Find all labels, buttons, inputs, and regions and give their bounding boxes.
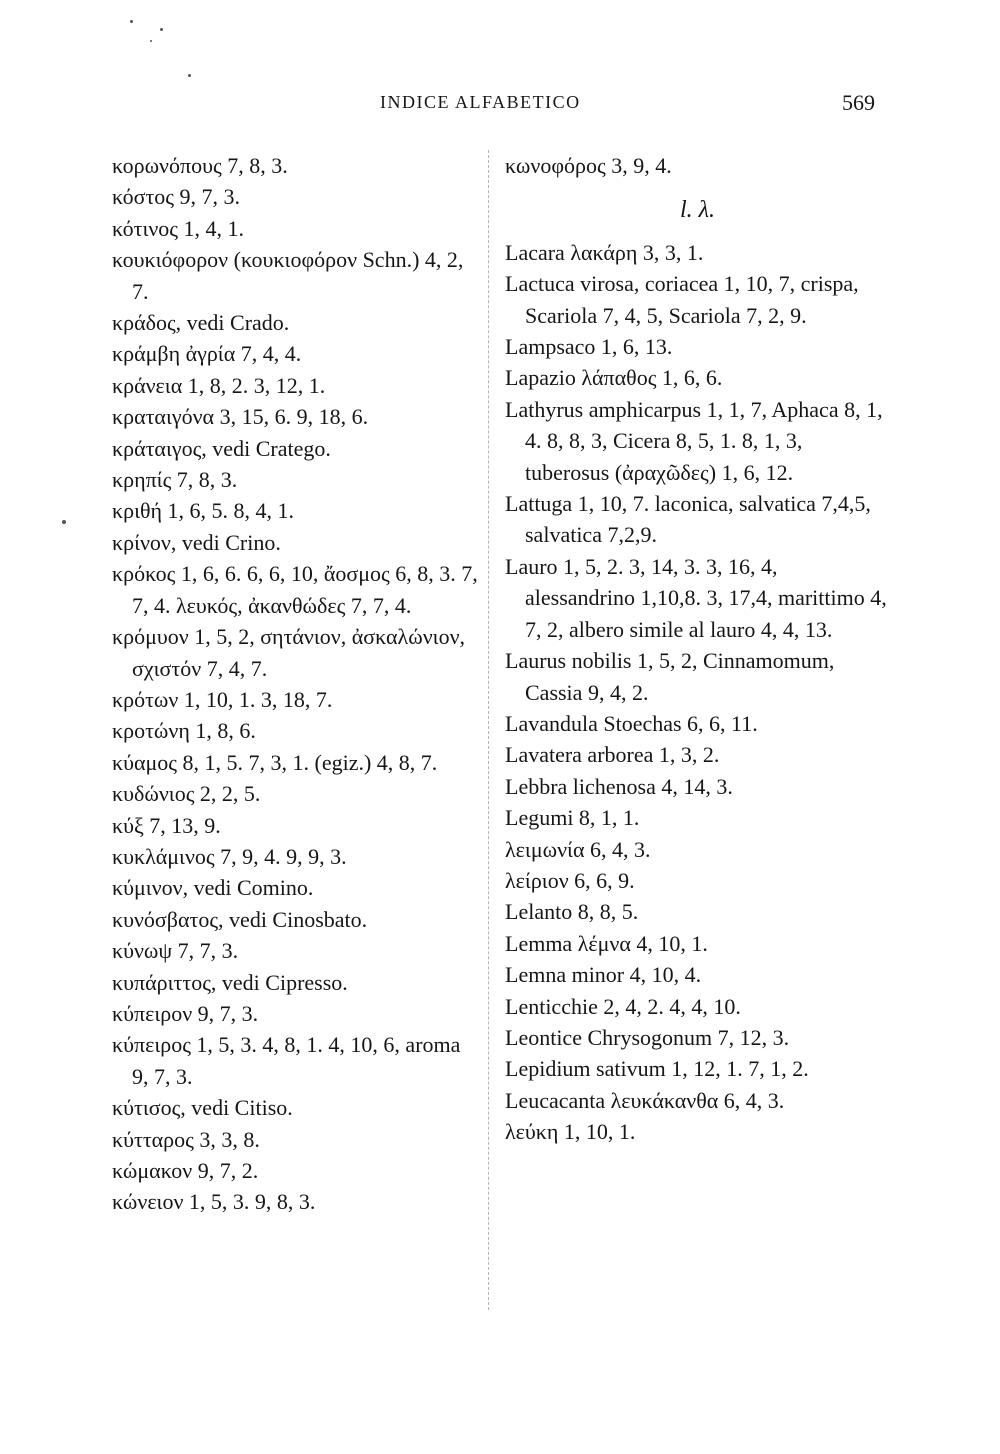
- index-entry: κριθή 1, 6, 5. 8, 4, 1.: [112, 498, 295, 524]
- index-entry: κώνειον 1, 5, 3. 9, 8, 3.: [112, 1189, 316, 1215]
- index-entry: κουκιόφορον (κουκιοφόρον Schn.) 4, 2, 7.: [112, 247, 464, 304]
- index-entry: κραταιγόνα 3, 15, 6. 9, 18, 6.: [112, 404, 369, 430]
- index-entry: Lacara λακάρη 3, 3, 1.: [505, 239, 704, 265]
- index-entry: κυδώνιος 2, 2, 5.: [112, 781, 261, 807]
- index-entry: κύαμος 8, 1, 5. 7, 3, 1. (egiz.) 4, 8, 7.: [112, 749, 438, 775]
- index-entry: Lampsaco 1, 6, 13.: [505, 334, 673, 360]
- index-entry: λείριον 6, 6, 9.: [505, 867, 635, 893]
- index-entry: κόστος 9, 7, 3.: [112, 184, 241, 210]
- running-title: INDICE ALFABETICO: [380, 92, 581, 112]
- index-entry: κωνοφόρος 3, 9, 4.: [505, 153, 672, 178]
- index-entry: Lelanto 8, 8, 5.: [505, 899, 639, 925]
- page-number: 569: [842, 90, 875, 115]
- index-entry: Lathyrus amphicarpus 1, 1, 7, Aphaca 8, 1, 4. 8, 8, 3, Cicera 8, 5, 1. 8, 1, 3, tuberosus (ἀραχῶδες) 1, 6, 12.: [505, 396, 883, 485]
- index-entry: κυνόσβατος, vedi Cinosbato.: [112, 906, 368, 932]
- index-entry: κύπειρον 9, 7, 3.: [112, 1000, 259, 1026]
- index-entry: λειμωνία 6, 4, 3.: [505, 836, 651, 862]
- index-entry: Laurus nobilis 1, 5, 2, Cinnamomum, Cassia 9, 4, 2.: [505, 648, 835, 705]
- index-entry: κύξ 7, 13, 9.: [112, 812, 221, 838]
- index-entry: κώμακον 9, 7, 2.: [112, 1158, 259, 1183]
- index-entry: κρίνον, vedi Crino.: [112, 529, 281, 555]
- index-entry: Lauro 1, 5, 2. 3, 14, 3. 3, 16, 4, alessandrino 1,10,8. 3, 17,4, marittimo 4, 7, 2, albero simile al lauro 4, 4, 13.: [505, 553, 887, 642]
- index-entry: κότινος 1, 4, 1.: [112, 215, 245, 241]
- index-entry: κύμινον, vedi Comino.: [112, 875, 314, 901]
- index-entry: Lenticchie 2, 4, 2. 4, 4, 10.: [505, 993, 741, 1019]
- index-entry: Lemma λέμνα 4, 10, 1.: [505, 930, 708, 956]
- index-entry: κύτισος, vedi Citiso.: [112, 1095, 293, 1121]
- index-entry: κράμβη ἀγρία 7, 4, 4.: [112, 341, 302, 367]
- column-divider: [488, 150, 489, 1310]
- index-entry: κρότων 1, 10, 1. 3, 18, 7.: [112, 686, 333, 712]
- page-header: [380, 92, 875, 126]
- left-column: [112, 150, 482, 1218]
- index-entry: Lactuca virosa, coriacea 1, 10, 7, crispa, Scariola 7, 4, 5, Scariola 7, 2, 9.: [505, 271, 859, 328]
- index-entry: Lapazio λάπαθος 1, 6, 6.: [505, 365, 723, 391]
- ink-speck: [62, 520, 66, 524]
- index-entry: κροτώνη 1, 8, 6.: [112, 718, 256, 744]
- index-entry: κυκλάμινος 7, 9, 4. 9, 9, 3.: [112, 843, 347, 869]
- index-entry: κύνωψ 7, 7, 3.: [112, 938, 239, 964]
- ink-speck: [188, 74, 191, 77]
- index-entry: κράνεια 1, 8, 2. 3, 12, 1.: [112, 372, 326, 398]
- index-entry: κυπάριττος, vedi Cipresso.: [112, 969, 348, 995]
- index-entry: κράταιγος, vedi Cratego.: [112, 435, 331, 461]
- index-entry: Lavandula Stoechas 6, 6, 11.: [505, 710, 758, 736]
- index-entry: Lavatera arborea 1, 3, 2.: [505, 742, 720, 768]
- index-entry: Legumi 8, 1, 1.: [505, 805, 640, 831]
- index-entry: κρόκος 1, 6, 6. 6, 6, 10, ἄοσμος 6, 8, 3. 7, 7, 4. λευκός, ἀκανθώδες 7, 7, 4.: [112, 561, 478, 618]
- index-entry: Lepidium sativum 1, 12, 1. 7, 1, 2.: [505, 1056, 809, 1082]
- index-entry: κύπειρος 1, 5, 3. 4, 8, 1. 4, 10, 6, aroma 9, 7, 3.: [112, 1032, 461, 1089]
- index-entry: Lattuga 1, 10, 7. laconica, salvatica 7,4,5, salvatica 7,2,9.: [505, 491, 871, 548]
- section-heading: l. λ.: [679, 197, 716, 224]
- index-entry: κύτταρος 3, 3, 8.: [112, 1126, 260, 1152]
- index-entry: Leontice Chrysogonum 7, 12, 3.: [505, 1024, 790, 1050]
- index-entry: Lemna minor 4, 10, 4.: [505, 962, 702, 988]
- index-entry: κρηπίς 7, 8, 3.: [112, 467, 238, 493]
- index-entry: κορωνόπους 7, 8, 3.: [112, 153, 288, 178]
- ink-speck: [150, 40, 152, 42]
- index-entry: Lebbra lichenosa 4, 14, 3.: [505, 773, 733, 799]
- right-column: [505, 150, 890, 1148]
- ink-speck: [160, 28, 163, 31]
- index-entry: κράδος, vedi Crado.: [112, 310, 290, 336]
- index-entry: κρόμυον 1, 5, 2, σητάνιον, ἀσκαλώνιον, σχιστόν 7, 4, 7.: [112, 624, 466, 681]
- index-entry: λεύκη 1, 10, 1.: [505, 1119, 636, 1145]
- ink-speck: [130, 20, 133, 23]
- index-entry: Leucacanta λευκάκανθα 6, 4, 3.: [505, 1087, 785, 1113]
